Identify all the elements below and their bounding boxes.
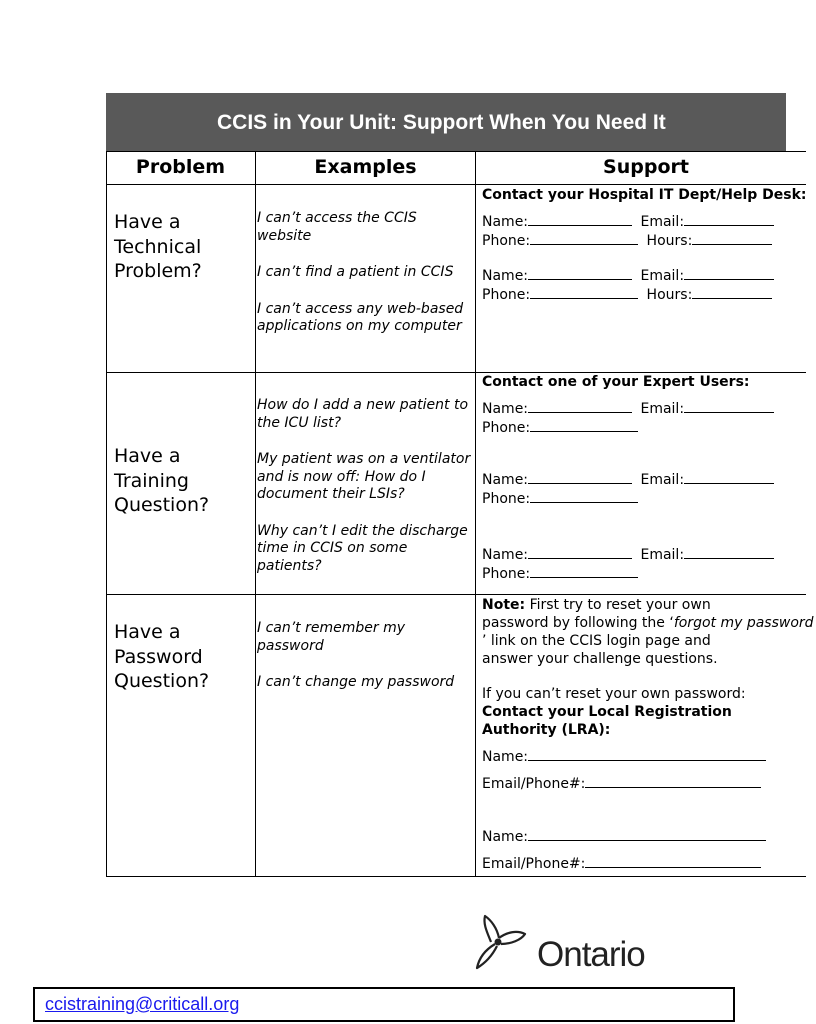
email-phone-field-line[interactable] — [585, 774, 761, 788]
hours-label: Hours: — [646, 287, 693, 303]
name-field-line[interactable] — [528, 399, 632, 413]
email-field-line[interactable] — [684, 470, 774, 484]
contact-entry — [482, 545, 782, 583]
footer-email-link[interactable]: ccistraining@criticall.org — [45, 994, 240, 1014]
note-line — [482, 632, 782, 650]
contact-entry — [482, 212, 782, 250]
email-phone-label: Email/Phone#: — [482, 776, 586, 792]
grid-line — [106, 594, 806, 595]
problem-training — [114, 444, 209, 518]
lra-entry — [482, 747, 782, 793]
note-text: First try to reset your own — [525, 597, 711, 613]
name-label: Name: — [482, 749, 529, 765]
phone-field-line[interactable] — [530, 418, 638, 432]
phone-label: Phone: — [482, 233, 531, 249]
name-label: Name: — [482, 401, 529, 417]
phone-field-line[interactable] — [530, 231, 638, 245]
note-text: password by following the ‘ — [482, 615, 674, 631]
name-field-line[interactable] — [528, 545, 632, 559]
grid-line — [106, 876, 806, 877]
phone-label: Phone: — [482, 491, 531, 507]
problem-line: Have a — [114, 211, 181, 233]
ontario-wordmark: Ontario — [537, 935, 645, 974]
phone-label: Phone: — [482, 287, 531, 303]
name-label: Name: — [482, 472, 529, 488]
name-field-line[interactable] — [528, 470, 632, 484]
note-line — [482, 650, 782, 668]
hours-field-line[interactable] — [692, 285, 772, 299]
grid-line — [106, 151, 107, 877]
lra-entry — [482, 827, 782, 873]
name-field-line[interactable] — [528, 747, 766, 761]
name-field-line[interactable] — [528, 212, 632, 226]
column-header-examples: Examples — [314, 156, 417, 178]
name-label: Name: — [482, 829, 529, 845]
example-item: My patient was on a ventilator and is now off: How do I document their LSIs? — [257, 451, 471, 502]
support-heading — [482, 186, 807, 204]
email-field-line[interactable] — [684, 399, 774, 413]
contact-entry — [482, 470, 782, 508]
email-field-line[interactable] — [684, 266, 774, 280]
lra-heading: Authority (LRA): — [482, 722, 611, 738]
problem-line: Question? — [114, 670, 210, 692]
grid-line — [106, 184, 806, 185]
email-phone-field-line[interactable] — [585, 854, 761, 868]
hours-field-line[interactable] — [692, 231, 772, 245]
examples-password — [257, 620, 472, 692]
example-item: I can’t access the CCIS website — [257, 210, 417, 244]
note-text: ’ link on the CCIS login page and — [482, 633, 711, 649]
ontario-logo — [473, 912, 663, 982]
email-field-line[interactable] — [684, 545, 774, 559]
note-line — [482, 614, 814, 632]
example-item: I can’t change my password — [257, 674, 455, 690]
note-text: answer your challenge questions. — [482, 651, 718, 667]
trillium-icon — [473, 912, 535, 974]
grid-line — [255, 151, 256, 877]
heading-text: Contact your Hospital IT Dept/Help Desk: — [482, 187, 807, 203]
email-label: Email: — [640, 472, 685, 488]
problem-line: Have a — [114, 621, 181, 643]
example-item: How do I add a new patient to the ICU list? — [257, 397, 469, 431]
phone-field-line[interactable] — [530, 489, 638, 503]
name-label: Name: — [482, 547, 529, 563]
email-label: Email: — [640, 268, 685, 284]
problem-line: Problem? — [114, 260, 202, 282]
example-item: I can’t find a patient in CCIS — [257, 264, 454, 280]
problem-line: Technical — [114, 235, 202, 258]
note-line — [482, 596, 782, 614]
problem-line: Training — [114, 469, 189, 492]
example-item: I can’t remember my password — [257, 620, 406, 654]
support-technical — [482, 186, 807, 304]
problem-password — [114, 620, 209, 694]
support-sheet — [106, 93, 814, 877]
contact-entry — [482, 266, 782, 304]
name-field-line[interactable] — [528, 827, 766, 841]
phone-label: Phone: — [482, 420, 531, 436]
contact-entry — [482, 399, 782, 437]
sheet-title: CCIS in Your Unit: Support When You Need It — [217, 111, 666, 134]
examples-training — [257, 397, 472, 575]
name-label: Name: — [482, 214, 529, 230]
problem-line: Question? — [114, 494, 210, 516]
problem-technical — [114, 210, 202, 284]
email-label: Email: — [640, 401, 685, 417]
column-header-support: Support — [603, 156, 689, 178]
email-label: Email: — [640, 214, 685, 230]
lra-heading: Contact your Local Registration — [482, 704, 732, 720]
note-link-name: forgot my password — [673, 615, 814, 631]
note-label: Note: — [482, 597, 526, 613]
name-field-line[interactable] — [528, 266, 632, 280]
example-item: Why can’t I edit the discharge time in CCIS on some patients? — [257, 522, 468, 574]
grid-line — [475, 151, 476, 877]
examples-technical — [257, 210, 472, 336]
phone-field-line[interactable] — [530, 285, 638, 299]
phone-label: Phone: — [482, 566, 531, 582]
phone-field-line[interactable] — [530, 564, 638, 578]
support-training — [482, 373, 782, 583]
footer-box — [33, 987, 735, 1022]
fallback-text: If you can’t reset your own password: — [482, 686, 746, 702]
email-phone-label: Email/Phone#: — [482, 856, 586, 872]
example-item: I can’t access any web-based applications on my computer — [257, 300, 464, 334]
name-label: Name: — [482, 268, 529, 284]
support-password — [482, 596, 814, 873]
problem-line: Have a — [114, 445, 181, 467]
email-label: Email: — [640, 547, 685, 563]
problem-line: Password — [114, 645, 203, 668]
sheet-banner — [106, 93, 786, 151]
hours-label: Hours: — [646, 233, 693, 249]
column-header-problem: Problem — [135, 156, 226, 178]
email-field-line[interactable] — [684, 212, 774, 226]
support-heading: Contact one of your Expert Users: — [482, 374, 750, 390]
